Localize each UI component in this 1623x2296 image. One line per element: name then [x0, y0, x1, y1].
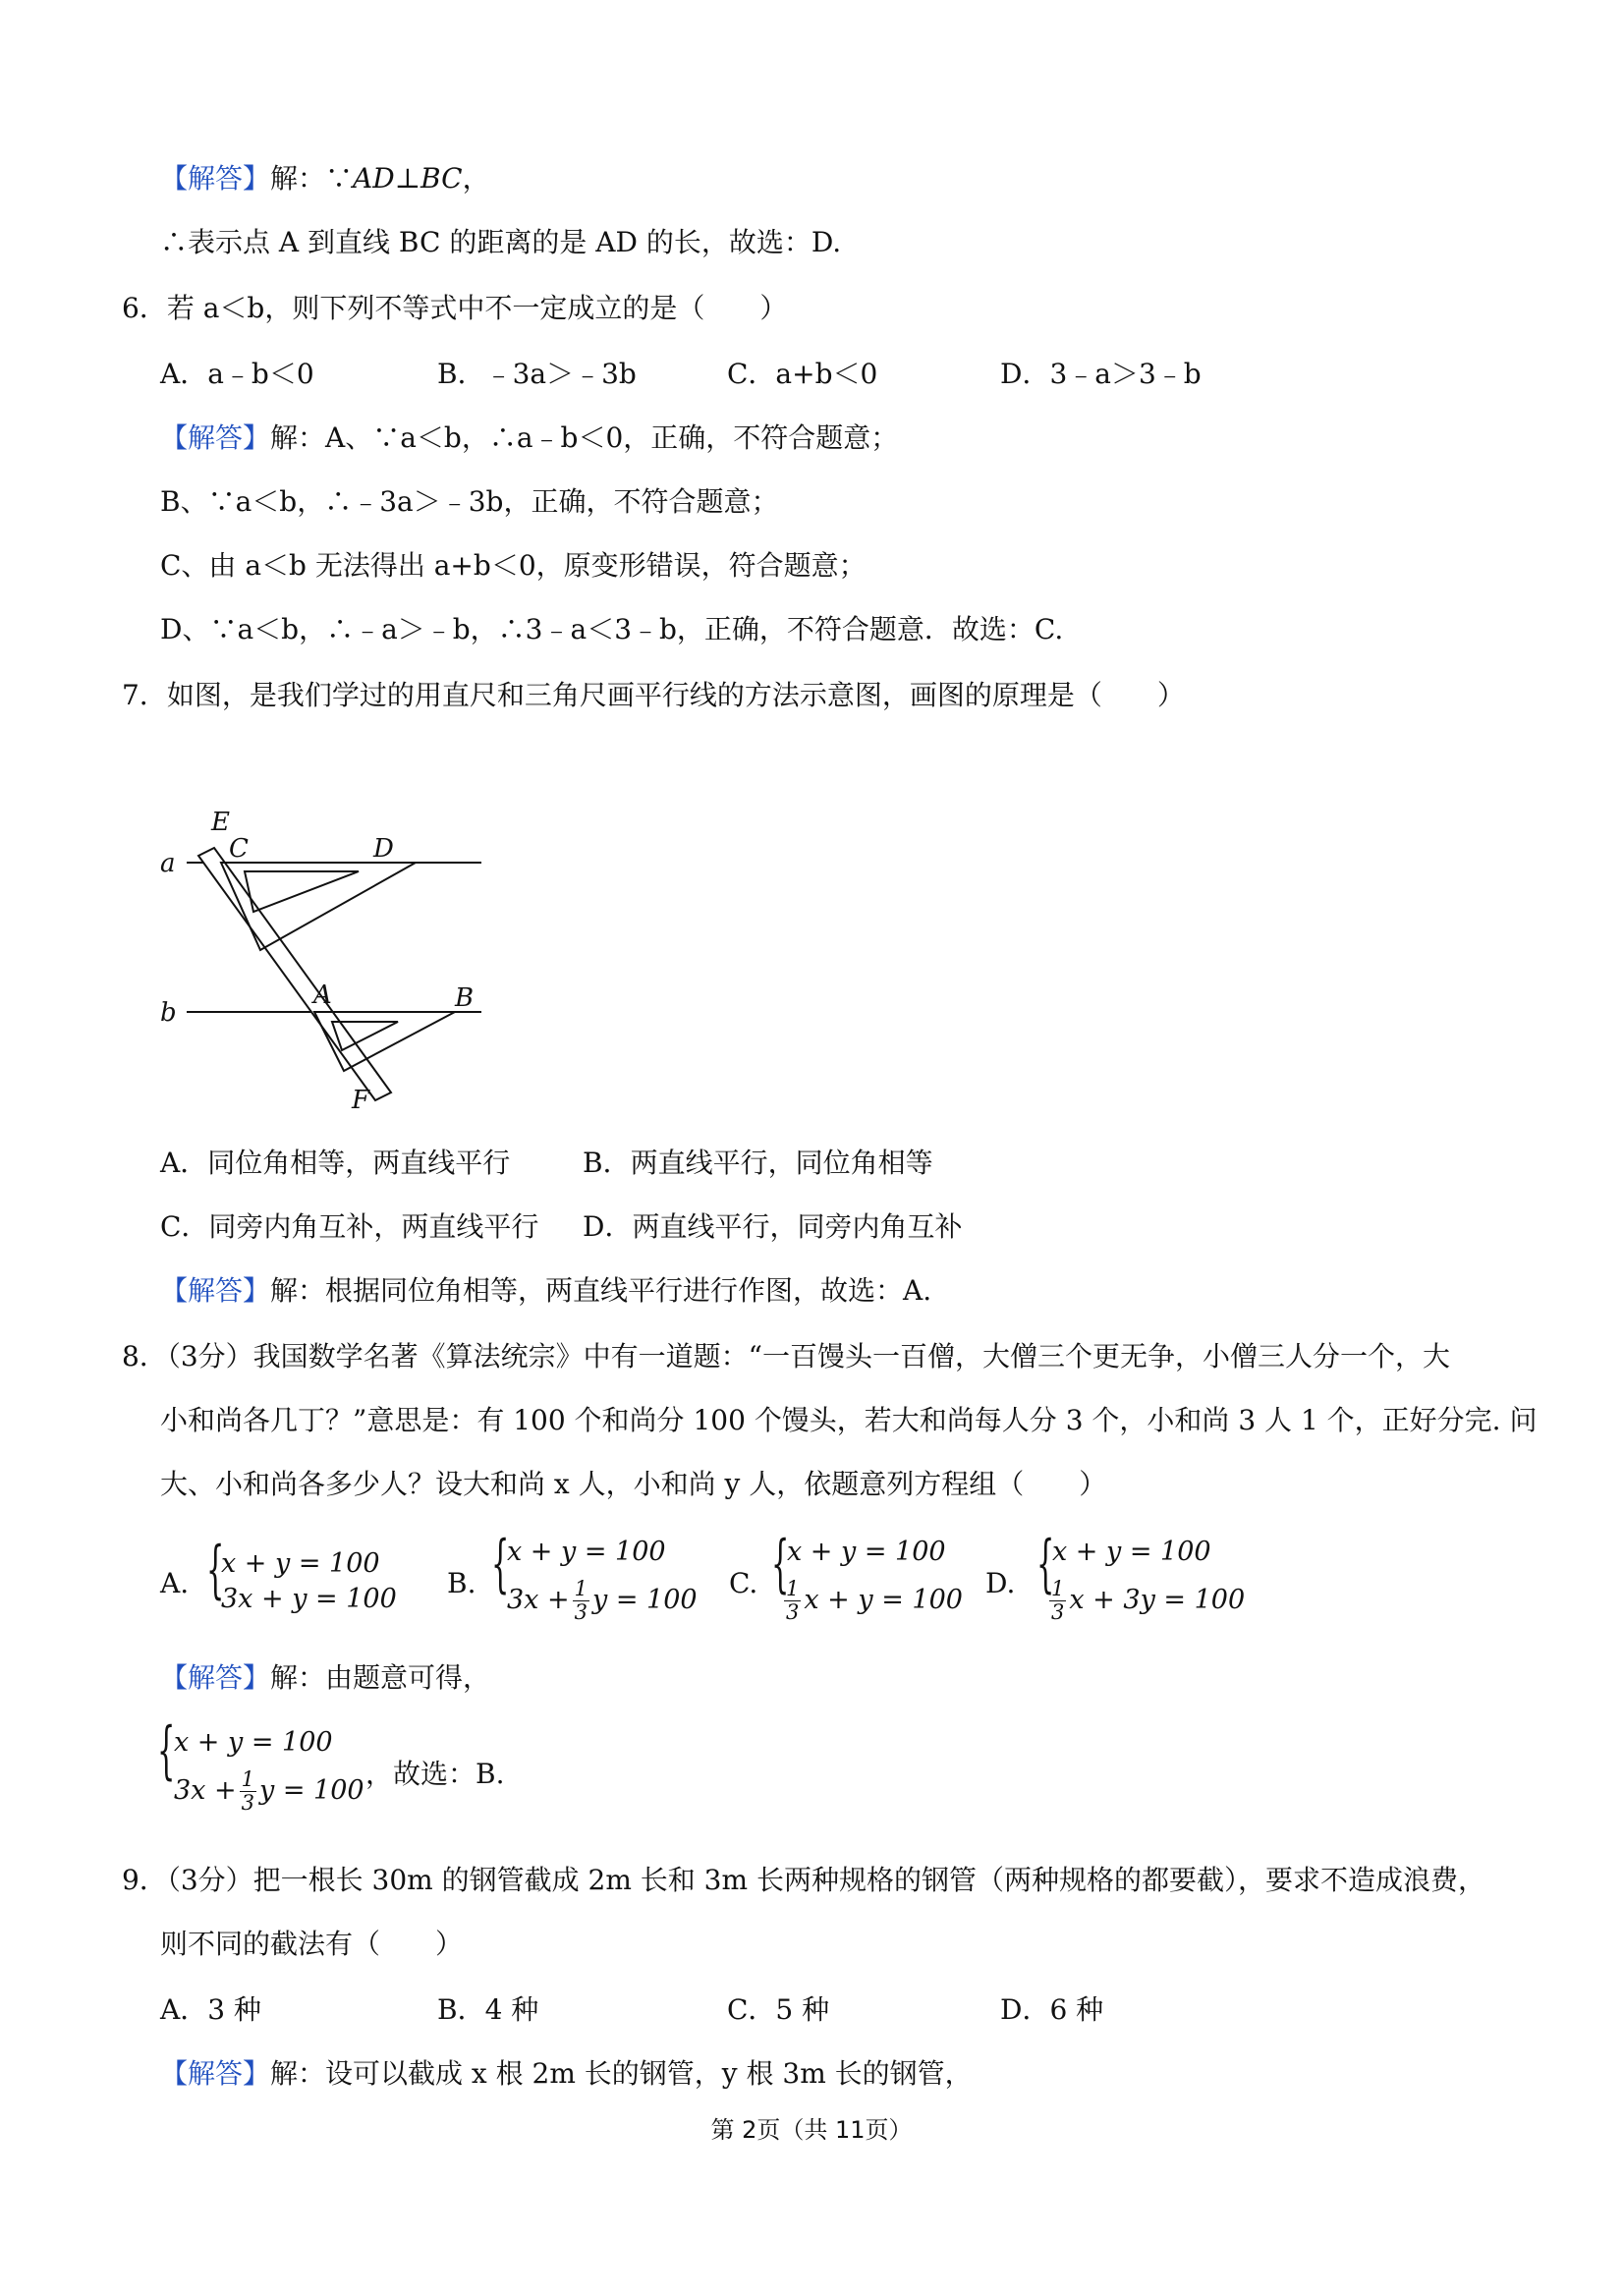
answer-tag: 【解答】: [160, 2057, 271, 2090]
q8-option-b-letter: B.: [447, 1567, 476, 1599]
q8-answer-tail: ，故选：B.: [365, 1758, 505, 1790]
q7-option-c: C．同旁内角互补，两直线平行: [160, 1210, 539, 1243]
page-footer: 第 2页（共 11页）: [710, 2116, 913, 2144]
q5-answer-math: AD⊥BC: [353, 162, 463, 195]
q6-option-d: D．3﹣a＞3﹣b: [1000, 358, 1202, 390]
q9-answer: [160, 2057, 973, 2090]
answer-tag: 【解答】: [160, 162, 271, 195]
q8-option-c-eq2: [781, 1578, 963, 1624]
q6-answer-line3: C、由 a＜b 无法得出 a+b＜0，原变形错误，符合题意；: [160, 549, 867, 582]
q7-option-a: A．同位角相等，两直线平行: [160, 1147, 511, 1179]
answer-tag: 【解答】: [160, 421, 271, 454]
q8-option-c-eq2-text: x + y = 100: [804, 1585, 963, 1616]
q7-answer: [160, 1274, 932, 1307]
set-square-upper-inner: [245, 871, 359, 912]
q5-answer-post: ，: [462, 162, 490, 195]
q5-answer-pre: 解：∵: [270, 162, 354, 195]
q8-option-d-letter: D.: [985, 1567, 1016, 1599]
fraction-one-third: $\frac{1}{3}$: [1051, 1577, 1065, 1625]
q8-option-b-eq2-left: 3x +: [507, 1585, 570, 1616]
label-a-point: A: [313, 980, 332, 1010]
ruler: [198, 848, 391, 1100]
q6-option-a: A．a﹣b＜0: [160, 358, 314, 390]
q8-option-d-eq2: [1046, 1578, 1245, 1624]
q7-answer-text: 解：根据同位角相等，两直线平行进行作图，故选：A.: [270, 1274, 932, 1307]
q8-answer-text1: 解：由题意可得，: [270, 1661, 491, 1694]
q6-answer-line2: B、∵a＜b，∴﹣3a＞﹣3b，正确，不符合题意；: [160, 485, 779, 518]
q8-answer-eq2-right: y = 100: [259, 1775, 364, 1807]
q8-option-a-eq2: 3x + y = 100: [221, 1584, 397, 1614]
q8-option-c-eq1: x + y = 100: [787, 1537, 946, 1567]
q7-option-b: B．两直线平行，同位角相等: [583, 1147, 933, 1179]
q8-answer-line1: [160, 1661, 491, 1694]
label-d: D: [373, 834, 394, 864]
q9-option-b: B．4 种: [437, 1993, 539, 2026]
q9-stem-line2: 则不同的截法有（ ）: [160, 1928, 464, 1960]
label-c: C: [229, 834, 249, 864]
q9-answer-text: 解：设可以截成 x 根 2m 长的钢管，y 根 3m 长的钢管，: [270, 2057, 973, 2090]
q8-option-b-eq2: [507, 1578, 698, 1624]
q8-answer-eq2-left: 3x +: [174, 1775, 237, 1807]
q8-option-a-letter: A.: [160, 1567, 190, 1599]
q8-option-d-eq2-text: x + 3y = 100: [1069, 1585, 1246, 1616]
q9-option-c: C．5 种: [727, 1993, 830, 2026]
q8-stem-line1: 8．（3分）我国数学名著《算法统宗》中有一道题：“一百馒头一百僧，大僧三个更无争，小僧三人分一个，大: [122, 1340, 1450, 1372]
q7-stem: 7．如图，是我们学过的用直尺和三角尺画平行线的方法示意图，画图的原理是（ ）: [122, 679, 1185, 711]
q8-option-b-eq1: x + y = 100: [507, 1537, 666, 1567]
q6-stem: 6．若 a＜b，则下列不等式中不一定成立的是（ ）: [122, 292, 788, 324]
q8-stem-line3: 大、小和尚各多少人？设大和尚 x 人，小和尚 y 人，依题意列方程组（ ）: [160, 1468, 1107, 1500]
q8-option-a-eq1: x + y = 100: [221, 1548, 380, 1579]
q6-option-c: C．a+b＜0: [727, 358, 878, 390]
fraction-one-third: $\frac{1}{3}$: [574, 1577, 588, 1625]
label-e: E: [211, 808, 230, 837]
parallel-line-ruler-figure: [152, 801, 506, 1115]
q8-option-c-letter: C.: [729, 1567, 758, 1599]
q9-option-d: D．6 种: [1000, 1993, 1104, 2026]
q5-answer-line1: [160, 162, 490, 195]
q8-option-b-brace: {: [491, 1528, 510, 1600]
q6-answer-line1: [160, 421, 899, 454]
label-b: b: [160, 998, 177, 1028]
answer-tag: 【解答】: [160, 1274, 271, 1307]
q8-option-b-eq2-right: y = 100: [592, 1585, 698, 1616]
q6-answer-line4: D、∵a＜b，∴﹣a＞﹣b，∴3﹣a＜3﹣b，正确，不符合题意．故选：C.: [160, 613, 1064, 645]
fraction-one-third: $\frac{1}{3}$: [241, 1767, 254, 1816]
label-f: F: [352, 1086, 370, 1115]
q8-answer-eq2: [174, 1768, 364, 1815]
q5-answer-line2: ∴表示点 A 到直线 BC 的距离的是 AD 的长，故选：D.: [160, 226, 842, 258]
q8-answer-eq1: x + y = 100: [174, 1727, 333, 1758]
q9-option-a: A．3 种: [160, 1993, 261, 2026]
q8-stem-line2: 小和尚各几丁？”意思是：有 100 个和尚分 100 个馒头，若大和尚每人分 3 个，小和尚 3 人 1 个，正好分完. 问: [160, 1404, 1538, 1436]
q8-option-a-brace: {: [206, 1534, 225, 1606]
q9-stem-line1: 9．（3分）把一根长 30m 的钢管截成 2m 长和 3m 长两种规格的钢管（两种规格的都要截），要求不造成浪费，: [122, 1864, 1485, 1896]
q7-option-d: D．两直线平行，同旁内角互补: [583, 1210, 963, 1243]
q8-answer-brace: {: [157, 1714, 176, 1787]
q8-option-d-brace: {: [1036, 1528, 1055, 1600]
label-b-point: B: [455, 983, 475, 1013]
q8-option-d-eq1: x + y = 100: [1052, 1537, 1211, 1567]
fraction-one-third: $\frac{1}{3}$: [786, 1577, 800, 1625]
q6-option-b: B．﹣3a＞﹣3b: [437, 358, 637, 390]
answer-tag: 【解答】: [160, 1661, 271, 1694]
q6-answer-text1: 解：A、∵a＜b，∴a﹣b＜0，正确，不符合题意；: [270, 421, 899, 454]
q8-option-c-brace: {: [771, 1528, 790, 1600]
label-a: a: [160, 849, 176, 878]
